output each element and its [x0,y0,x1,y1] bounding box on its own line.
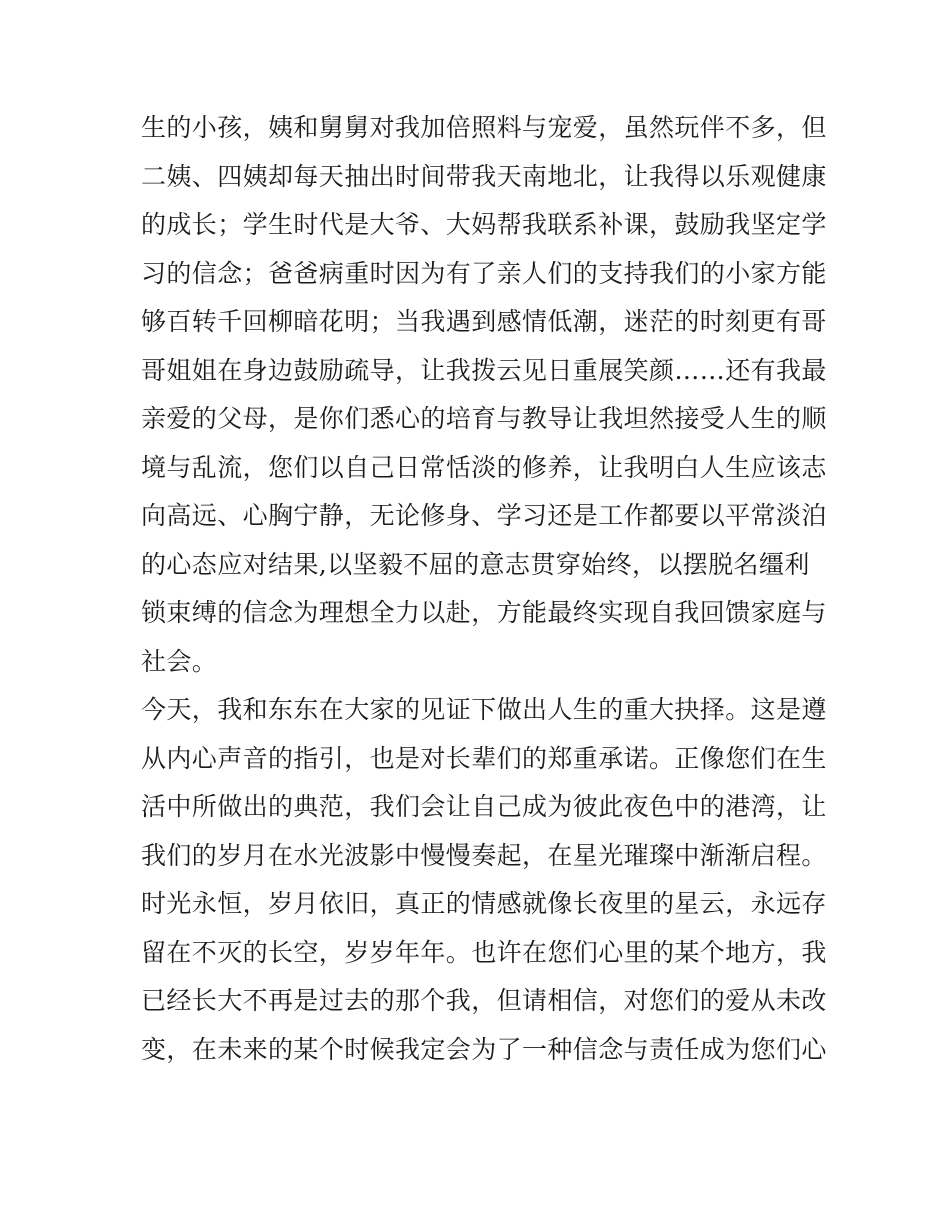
body-text [141,104,827,1074]
text-line: 习的信念；爸爸病重时因为有了亲人们的支持我们的小家方能 [141,258,827,288]
text-line: 已经长大不再是过去的那个我，但请相信，对您们的爱从未改 [141,986,827,1015]
text-line: 的心态应对结果,以坚毅不屈的意志贯穿始终，以摆脱名缰利 [141,549,810,579]
text-line: 的成长；学生时代是大爷、大妈帮我联系补课，鼓励我坚定学 [141,210,827,239]
text-line: 时光永恒，岁月依旧，真正的情感就像长夜里的星云，永远存 [141,889,827,918]
text-line: 今天，我和东东在大家的见证下做出人生的重大抉择。这是遵 [141,695,827,724]
text-line: 向高远、心胸宁静，无论修身、学习还是工作都要以平常淡泊 [141,501,827,530]
text-line: 亲爱的父母，是你们悉心的培育与教导让我坦然接受人生的顺 [141,404,827,433]
text-line: 哥姐姐在身边鼓励疏导，让我拨云见日重展笑颜……还有我最 [141,355,827,385]
text-line: 我们的岁月在水光波影中慢慢奏起，在星光璀璨中渐渐启程。 [141,840,827,870]
text-line: 够百转千回柳暗花明；当我遇到感情低潮，迷茫的时刻更有哥 [141,307,827,336]
text-line: 生的小孩，姨和舅舅对我加倍照料与宠爱，虽然玩伴不多，但 [141,113,827,142]
text-line: 社会。 [141,646,218,676]
text-line: 锁束缚的信念为理想全力以赴，方能最终实现自我回馈家庭与 [141,598,827,627]
text-line: 境与乱流，您们以自己日常恬淡的修养，让我明白人生应该志 [141,452,827,482]
text-line: 二姨、四姨却每天抽出时间带我天南地北，让我得以乐观健康 [141,161,827,191]
text-line: 活中所做出的典范，我们会让自己成为彼此夜色中的港湾，让 [141,792,827,821]
text-line: 变，在未来的某个时候我定会为了一种信念与责任成为您们心 [141,1034,827,1064]
text-line: 留在不灭的长空，岁岁年年。也许在您们心里的某个地方，我 [141,937,827,967]
text-line: 从内心声音的指引，也是对长辈们的郑重承诺。正像您们在生 [141,743,827,773]
